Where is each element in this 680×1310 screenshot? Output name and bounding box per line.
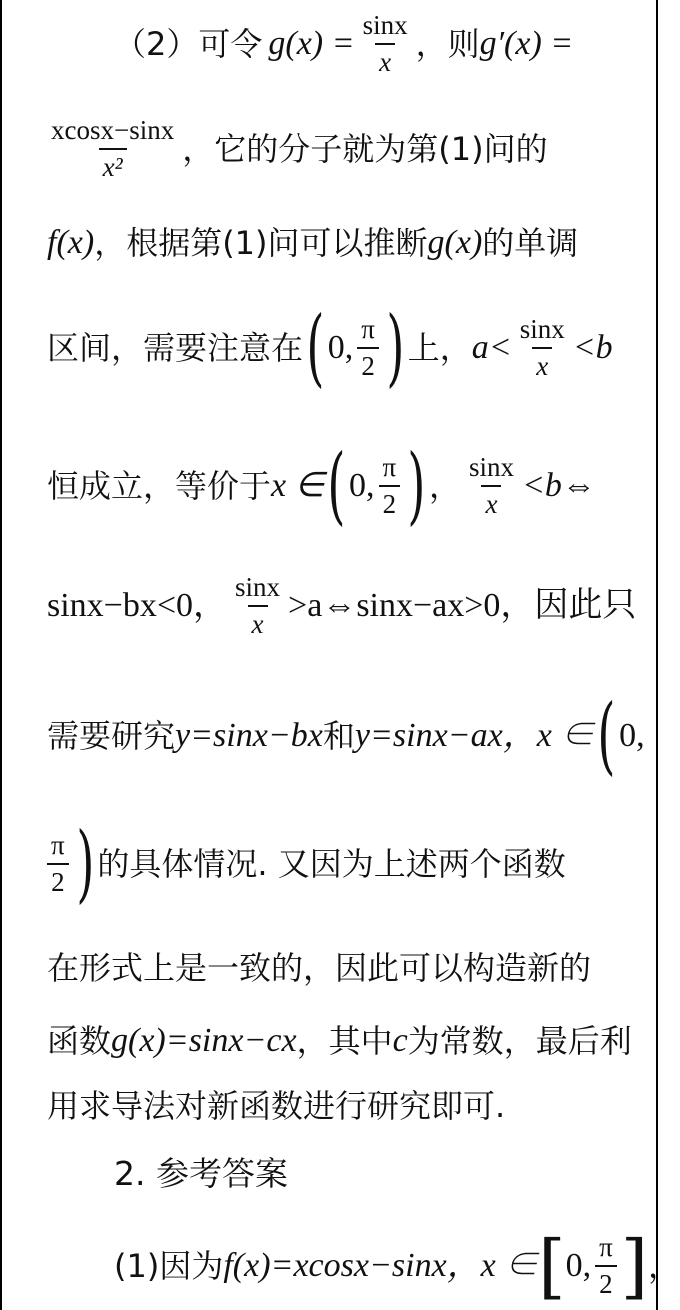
right-paren: ) [76, 814, 95, 912]
text-segment: 区间，需要注意在 [47, 328, 304, 367]
line-7 [47, 686, 645, 784]
fraction-derivative: $\frac{xcosx-\sin x}{\text{x²}}$ [51, 115, 175, 182]
line-10 [47, 1022, 632, 1060]
text-segment: （2）可令 [114, 25, 263, 63]
text-segment: ，它的分子就为第(1)问的 [182, 130, 548, 168]
right-paren: ) [407, 436, 426, 534]
left-paren: ( [597, 686, 616, 784]
fraction-pi-over-2: $\frac{\pi}{2}$ [595, 1234, 617, 1298]
text-segment: 的单调 [482, 224, 579, 262]
math-x-in: ，x ∈ [446, 1247, 539, 1284]
line-9 [47, 949, 628, 987]
line-5 [47, 436, 628, 534]
text-segment: ，根据第(1)问可以推断 [94, 224, 428, 262]
fraction-sinx-over-x: $\frac{\sin x}{x}$ [468, 451, 514, 519]
math-y-sinx-bx: y=sinx−bx [175, 716, 323, 754]
text-segment: 函数 [47, 1022, 112, 1060]
text-segment: 恒成立，等价于 [47, 466, 272, 505]
text-segment: 在形式上是一致的，因此可以构造新的 [47, 949, 592, 987]
text-segment: ，其中 [296, 1022, 393, 1060]
fraction-sinx-over-x: $\frac{\sin x}{x}$ [362, 10, 408, 77]
math-g-x-def: g(x)=sinx−cx [111, 1022, 297, 1059]
text-segment: 和 [322, 716, 355, 755]
line-3 [47, 226, 628, 260]
text-segment: ， [428, 466, 461, 505]
math-zero: 0, [619, 716, 645, 754]
math-c: c [392, 1022, 408, 1059]
math-zero: 0, [565, 1247, 592, 1284]
line-1 [114, 12, 628, 76]
heading-answer: 2. 参考答案 [114, 1154, 288, 1193]
line-2 [47, 117, 628, 181]
fraction-sinx-over-x: $\frac{\sin x}{x}$ [235, 572, 281, 639]
math-lt-b-iff: <b⇔ [521, 466, 596, 504]
left-bracket: [ [538, 1224, 566, 1307]
math-g-prime: g′(x) = [479, 25, 574, 62]
math-lt-b: <b [572, 328, 613, 366]
math-f-x: f(x) [47, 224, 95, 261]
math-x-in: x ∈ [271, 466, 325, 504]
math-y-sinx-ax: y=sinx−ax [354, 716, 503, 754]
text-segment: ，则 [415, 25, 480, 63]
text-segment: 用求导法对新函数进行研究即可. [47, 1087, 506, 1125]
left-paren: ( [327, 436, 346, 534]
right-paren: ) [386, 298, 405, 396]
text-segment: ， [648, 1247, 680, 1285]
math-zero: 0, [327, 328, 354, 366]
math-g-x: g(x) = [268, 25, 355, 62]
math-g-x: g(x) [427, 224, 483, 261]
math-f-x-def: f(x)=xcosx−sinx [223, 1247, 447, 1284]
fraction-sinx-over-x: $\frac{\sin x}{x}$ [519, 313, 565, 381]
text-segment: (1)因为 [114, 1247, 224, 1285]
line-8 [47, 814, 628, 912]
text-segment: 上， [407, 328, 472, 367]
math-x-in: ，x ∈ [502, 716, 595, 754]
math-a-lt: a< [471, 328, 512, 366]
line-11 [47, 1087, 628, 1125]
left-paren: ( [306, 298, 325, 396]
math-zero: 0, [349, 466, 375, 504]
line-13 [114, 1224, 680, 1307]
text-segment: 需要研究 [47, 716, 176, 755]
fraction-pi-over-2: $\frac{\pi}{2}$ [357, 316, 379, 380]
fraction-pi-over-2: $\frac{\pi}{2}$ [379, 454, 401, 518]
section-heading [114, 1154, 628, 1193]
text-segment: 为常数，最后利 [407, 1022, 632, 1060]
fraction-pi-over-2: $\frac{\pi}{2}$ [47, 832, 69, 896]
text-segment: 的具体情况. 又因为上述两个函数 [97, 844, 566, 883]
right-bracket: ] [620, 1224, 649, 1307]
math-inequality: sinx−bx<0， [47, 587, 228, 624]
line-6 [47, 572, 637, 639]
line-4 [47, 298, 628, 396]
text-segment: >a⇔sinx−ax>0，因此只 [288, 587, 637, 624]
